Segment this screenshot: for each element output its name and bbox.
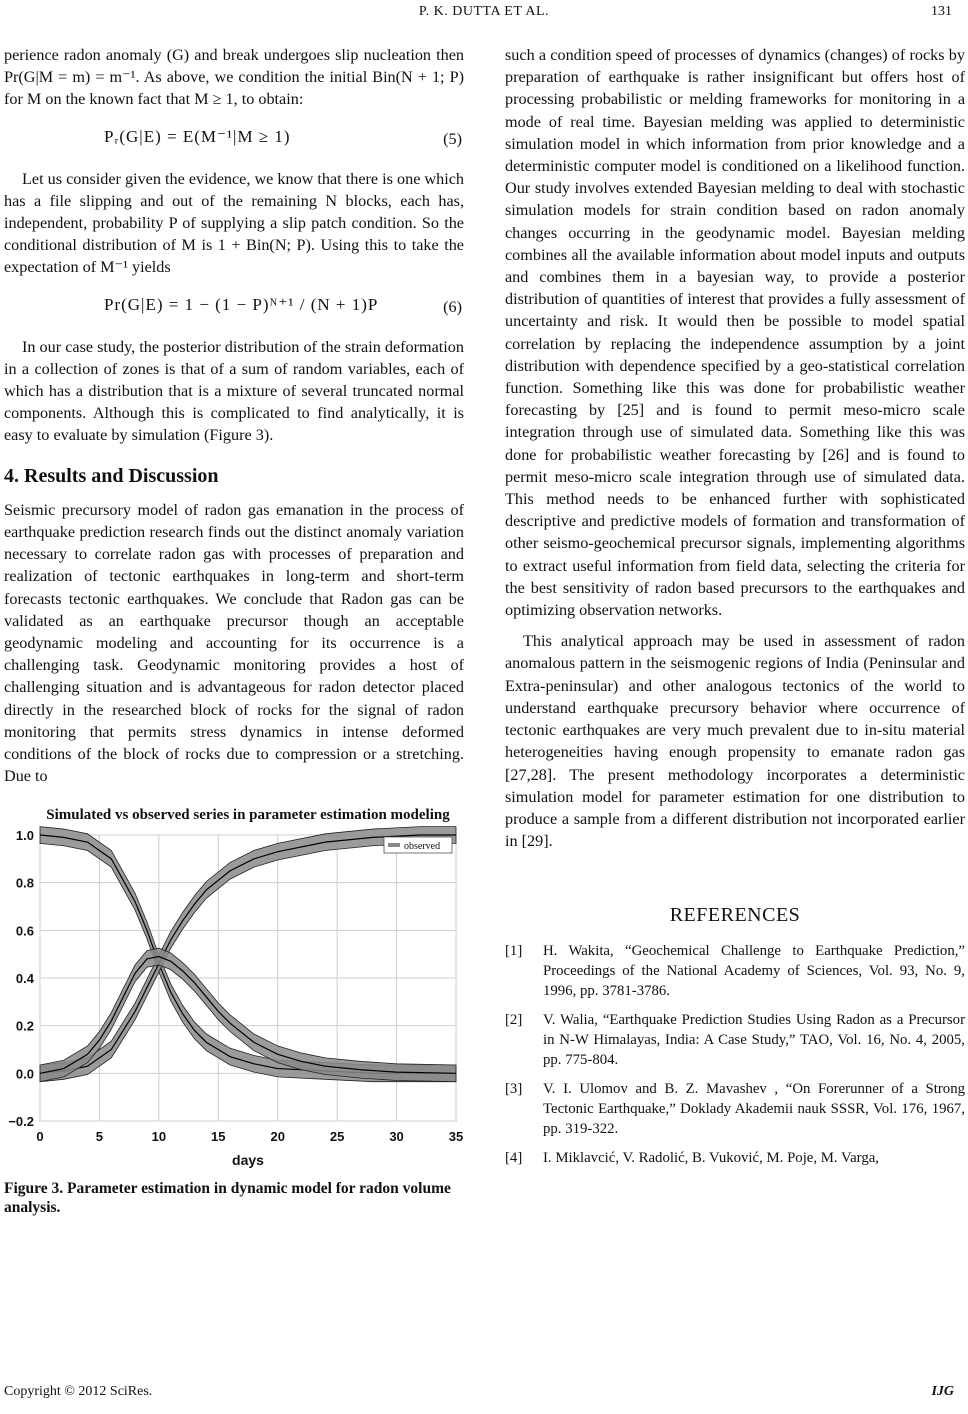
reference-item — [505, 1148, 965, 1168]
legend-label: observed — [404, 841, 441, 853]
x-tick-label: 35 — [448, 1129, 464, 1145]
y-tick-label: 0.2 — [15, 1019, 34, 1035]
figure-caption: Figure 3. Parameter estimation in dynamic model for radon volume analysis. — [4, 1180, 451, 1217]
page-number: 131 — [931, 4, 952, 19]
chart-svg — [4, 805, 464, 1173]
x-tick-label: 10 — [151, 1129, 167, 1145]
references-heading: REFERENCES — [669, 904, 801, 927]
reference-number: [4] — [505, 1149, 523, 1166]
reference-item — [505, 1010, 965, 1070]
y-tick-label: 0.6 — [15, 923, 34, 939]
x-tick-label: 25 — [329, 1129, 345, 1145]
figure-3-chart — [4, 805, 464, 1173]
paragraph: such a condition speed of processes of dynamics (changes) of rocks by preparation of earthquake is rather insignificant but offers host of processing probabilistic or melding frameworks for monitoring in a mode of real time. Bayesian melding was applied to deterministic simulation model in which information from prior knowledge and a deterministic computer model is conditioned on a likelihood function. Our study involves extended Bayesian melding to deal with stochastic simulation models for strain condition based on radon anomaly changes occurring in the geodynamic model. Bayesian melding combines all the available information about model inputs and outputs and combines them in a bayesian way, to provide a posterior distribution of quantities of interest that provides a fully assessment of uncertainty and risk. It would then be possible to model spatial correlation by replacing the independence assumption by a joint distribution with dependence specified by a geo-statistical correlation function. Something like this was done for probabilistic weather forecasting by [25] and is found to permit meso-micro scale integration through use of simulated data. Something like this was done for probabilistic weather forecasting by [26] and is found to permit meso-micro scale integration through use of simulated data. This method needs to be enhanced further with sophisticated descriptive and predictive models of formation and transformation of other seismo-geochemical precursor signals, implementing algorithms to extract useful information from field data, selecting the criteria for the best sensitivity of radon based precursors to the earthquakes and optimizing observation networks. — [505, 46, 965, 620]
reference-text: H. Wakita, “Geochemical Challenge to Earthquake Prediction,” Proceedings of the National Academy of Sciences, Vol. 93, No. 9, 1996, pp. 3781-3786. — [543, 942, 965, 999]
paragraph: This analytical approach may be used in assessment of radon anomalous pattern in the seismogenic regions of India (Peninsular and Extra-peninsular) and other analogous tectonics of the world to understand earthquake precursory behavior where occurrence of tectonic earthquakes are very much prevalent due to in-situ material heterogeneities having enough propensity to emanate radon gas [27,28]. The present methodology incorporates a deterministic simulation model for parameter estimation for one distribution to produce a sample from a different distribution not incorporated earlier in [29]. — [505, 632, 965, 851]
y-tick-label: 0.8 — [15, 876, 34, 892]
y-tick-label: 0.0 — [15, 1066, 34, 1082]
x-tick-label: 0 — [36, 1129, 44, 1145]
page-header — [0, 4, 968, 30]
y-tick-label: −0.2 — [8, 1114, 34, 1130]
reference-text: I. Miklavcić, V. Radolić, B. Vuković, M. Poje, M. Varga, — [543, 1149, 879, 1166]
references-list — [505, 941, 965, 1168]
reference-number: [1] — [505, 942, 523, 959]
reference-text: V. Walia, “Earthquake Prediction Studies Using Radon as a Precursor in N-W Himalayas, India: A Case Study,” TAO, Vol. 16, No. 4, 2005, pp. 775-804. — [543, 1011, 965, 1068]
paragraph: In our case study, the posterior distribution of the strain deformation in a collection of zones is that of a sum of random variables, each of which has a distribution that is a mixture of several truncated normal components. Although this is complicated to find analytically, it is easy to evaluate by simulation (Figure 3). — [4, 337, 464, 445]
reference-text: V. I. Ulomov and B. Z. Mavashev , “On Forerunner of a Strong Tectonic Earthquake,” Doklady Akademii nauk SSSR, Vol. 176, 1967, pp. 319-322. — [543, 1080, 965, 1137]
paragraph: Let us consider given the evidence, we know that there is one which has a file slipping and out of the remaining N blocks, each has, independent, probability P of supplying a slip patch condition. So the conditional distribution of M is 1 + Bin(N; P). Using this to take the expectation of M⁻¹ yields — [4, 169, 464, 277]
copyright: Copyright © 2012 SciRes. — [4, 1384, 153, 1399]
reference-item — [505, 1079, 965, 1139]
equation-body: Pr(G|E) = 1 − (1 − P)ᴺ⁺¹ / (N + 1)P — [104, 294, 379, 314]
equation-6 — [4, 288, 464, 328]
equation-body: Pᵣ(G|E) = E(M⁻¹|M ≥ 1) — [104, 126, 291, 146]
right-column — [505, 44, 965, 1177]
equation-number: (5) — [443, 129, 462, 148]
x-tick-label: 5 — [95, 1129, 104, 1145]
x-tick-label: 30 — [389, 1129, 404, 1145]
reference-number: [2] — [505, 1011, 523, 1028]
y-tick-label: 1.0 — [15, 828, 34, 844]
section-heading: 4. Results and Discussion — [4, 464, 219, 487]
x-tick-label: 15 — [211, 1129, 226, 1145]
running-head-authors: P. K. DUTTA ET AL. — [418, 4, 550, 19]
reference-item — [505, 941, 965, 1001]
chart-title: Simulated vs observed series in parameter estimation modeling — [46, 807, 450, 824]
equation-5 — [4, 120, 464, 160]
paragraph: Seismic precursory model of radon gas emanation in the process of earthquake prediction research finds out the distinct anomaly variation necessary to correlate radon gas with processes of preparation and realization of tectonic earthquakes in long-term and short-term forecasts tectonic earthquakes. We conclude that Radon gas can be validated as an earthquake precursor though an acceptable geodynamic modeling and accounting for its occurrence is a challenging task. Geodynamic monitoring provides a host of challenging situation and is advantageous for radon detector placed directly in the researched block of rocks for the signal of radon monitoring that permits stress dynamics in intense deformed conditions of the block of rocks due to compression or a stretching. Due to — [4, 500, 464, 786]
y-tick-label: 0.4 — [15, 971, 34, 987]
equation-number: (6) — [443, 297, 462, 316]
journal-abbrev: IJG — [931, 1384, 954, 1399]
reference-number: [3] — [505, 1080, 523, 1097]
paragraph: perience radon anomaly (G) and break undergoes slip nucleation then Pr(G|M = m) = m⁻¹. As above, we condition the initial Bin(N + 1; P) for M on the known fact that M ≥ 1, to obtain: — [4, 46, 464, 109]
x-tick-label: 20 — [270, 1129, 285, 1145]
left-column — [4, 44, 464, 1217]
x-axis-label: days — [232, 1152, 264, 1169]
